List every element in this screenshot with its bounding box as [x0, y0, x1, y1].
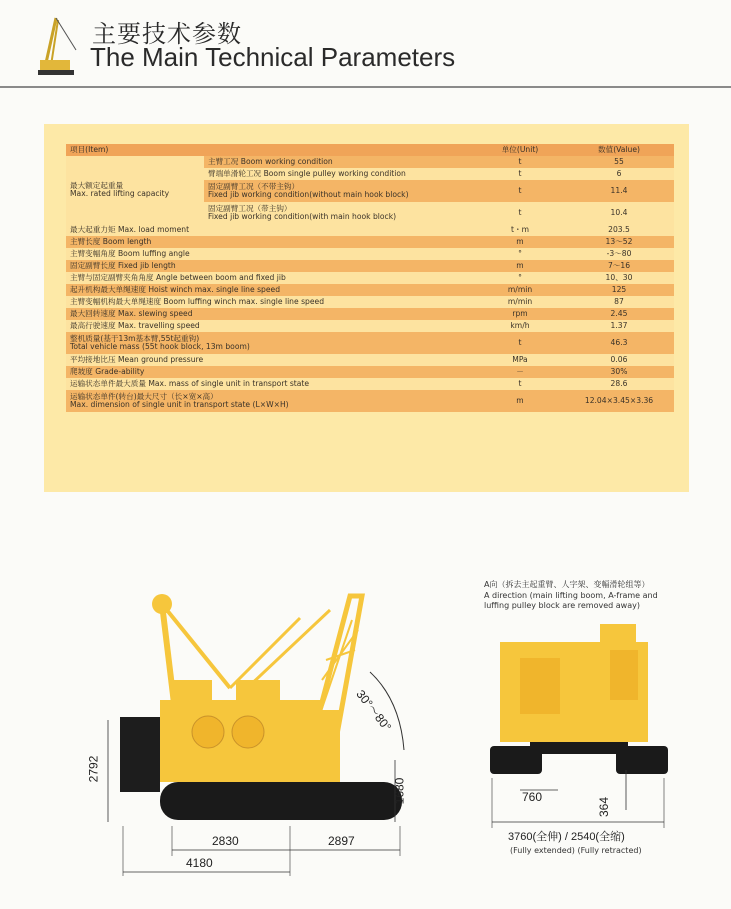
value-cell: 30%: [564, 366, 674, 378]
item-cell: [66, 308, 476, 320]
angle-label: 30°～80°: [353, 687, 395, 734]
item-cn: 最大回转速度 Max. slewing speed: [70, 309, 193, 319]
item-cn: 主臂变幅角度 Boom luffing angle: [70, 249, 190, 259]
table-header-row: [66, 144, 674, 156]
item-cn: 最高行驶速度 Max. travelling speed: [70, 321, 200, 331]
value-cell: 10、30: [564, 272, 674, 284]
unit-cell: MPa: [476, 354, 564, 366]
col-item-header: 项目(Item): [66, 144, 476, 156]
table-row: [66, 260, 674, 272]
side-view-drawing: [0, 560, 731, 909]
dim-1680: 1680: [392, 777, 407, 805]
value-cell: 55: [564, 156, 674, 168]
table-row: [66, 272, 674, 284]
unit-cell: t: [476, 168, 564, 180]
dim-2792: 2792: [86, 755, 101, 783]
item-cn: 主臂变幅机构最大单绳速度 Boom luffing winch max. single line speed: [70, 297, 325, 307]
table-row: [66, 156, 674, 168]
item-cell: [66, 224, 476, 236]
value-cell: 7～16: [564, 260, 674, 272]
crane-logo-icon: [36, 14, 84, 76]
col-value-header: 数值(Value): [564, 144, 674, 156]
dim-2830: 2830: [212, 834, 239, 848]
item-cn: 整机质量(基于13m基本臂,55t起重钩): [70, 334, 200, 344]
crane-drawings: [0, 560, 731, 909]
dim-760: 760: [522, 790, 543, 804]
specs-panel: [44, 124, 689, 492]
item-en: Fixed jib working condition(without main hook block): [208, 190, 409, 199]
dim-364: 364: [597, 796, 612, 818]
unit-cell: m: [476, 260, 564, 272]
table-row: [66, 332, 674, 354]
item-cn: 运输状态单件最大质量 Max. mass of single unit in transport state: [70, 379, 310, 389]
table-row: [66, 390, 674, 412]
value-cell: 6: [564, 168, 674, 180]
unit-cell: t: [476, 332, 564, 354]
table-row: [66, 354, 674, 366]
unit-cell: m: [476, 236, 564, 248]
value-cell: 203.5: [564, 224, 674, 236]
table-row: [66, 236, 674, 248]
dim-2897: 2897: [328, 834, 355, 848]
table-row: [66, 320, 674, 332]
item-cell: [66, 390, 476, 412]
rear-view-note-en1: A direction (main lifting boom, A-frame and: [484, 591, 658, 600]
dim-track-note: (Fully extended) (Fully retracted): [510, 846, 642, 855]
value-cell: 1.37: [564, 320, 674, 332]
group-label-cn: 最大额定起重量: [70, 181, 124, 191]
item-cn: 臂端单滑轮工况 Boom single pulley working condition: [208, 169, 406, 179]
item-cell: [66, 272, 476, 284]
group-label: [66, 156, 204, 224]
value-cell: 0.06: [564, 354, 674, 366]
dim-4180: 4180: [186, 856, 213, 870]
specs-table: [66, 144, 674, 412]
value-cell: 11.4: [564, 180, 674, 202]
value-cell: 87: [564, 296, 674, 308]
item-cn: 固定副臂长度 Fixed jib length: [70, 261, 176, 271]
item-cn: 主臂与固定副臂夹角角度 Angle between boom and fixed jib: [70, 273, 286, 283]
item-cn: 最大起重力矩 Max. load moment: [70, 225, 190, 235]
unit-cell: m/min: [476, 296, 564, 308]
value-cell: 13～52: [564, 236, 674, 248]
item-cell: [204, 180, 476, 202]
item-cn: 固定副臂工况（带主钩）: [208, 204, 292, 214]
unit-cell: km/h: [476, 320, 564, 332]
value-cell: 28.6: [564, 378, 674, 390]
dim-track-width: 3760(全伸) / 2540(全缩): [508, 831, 625, 843]
unit-cell: t: [476, 180, 564, 202]
item-cell: [66, 248, 476, 260]
unit-cell: t: [476, 202, 564, 224]
unit-cell: °: [476, 248, 564, 260]
item-cell: [66, 260, 476, 272]
page-header: [0, 0, 731, 88]
item-cn: 主臂工况 Boom working condition: [208, 157, 333, 167]
page-title-cn: 主要技术参数: [92, 20, 242, 48]
group-label-en: Max. rated lifting capacity: [70, 189, 170, 198]
unit-cell: t: [476, 156, 564, 168]
rear-view-note-en2: luffing pulley block are removed away): [484, 601, 640, 610]
item-cn: 固定副臂工况（不带主钩）: [208, 182, 300, 192]
item-en: Max. dimension of single unit in transport state (L×W×H): [70, 400, 289, 409]
table-row: [66, 248, 674, 260]
item-en: Fixed jib working condition(with main hook block): [208, 212, 397, 221]
table-row: [66, 378, 674, 390]
item-cell: [204, 156, 476, 168]
item-cell: [66, 284, 476, 296]
unit-cell: t・m: [476, 224, 564, 236]
table-row: [66, 308, 674, 320]
item-cell: [204, 202, 476, 224]
unit-cell: m: [476, 390, 564, 412]
table-row: [66, 224, 674, 236]
item-cell: [66, 366, 476, 378]
table-row: [66, 284, 674, 296]
item-cn: 平均接地比压 Mean ground pressure: [70, 355, 204, 365]
value-cell: 46.3: [564, 332, 674, 354]
unit-cell: t: [476, 378, 564, 390]
item-cell: [66, 332, 476, 354]
value-cell: -3～80: [564, 248, 674, 260]
unit-cell: rpm: [476, 308, 564, 320]
item-en: Total vehicle mass (55t hook block, 13m boom): [70, 342, 250, 351]
item-cell: [66, 378, 476, 390]
item-cell: [66, 320, 476, 332]
item-cell: [204, 168, 476, 180]
item-cell: [66, 354, 476, 366]
value-cell: 125: [564, 284, 674, 296]
value-cell: 2.45: [564, 308, 674, 320]
item-cn: 主臂长度 Boom length: [70, 237, 152, 247]
item-cn: 爬坡度 Grade-ability: [70, 367, 145, 377]
table-row: [66, 296, 674, 308]
unit-cell: m/min: [476, 284, 564, 296]
header-divider: [0, 86, 731, 88]
item-cell: [66, 296, 476, 308]
value-cell: 12.04×3.45×3.36: [564, 390, 674, 412]
unit-cell: －: [476, 366, 564, 378]
item-cn: 运输状态单件(转台)最大尺寸（长×宽×高）: [70, 392, 218, 402]
value-cell: 10.4: [564, 202, 674, 224]
item-cell: [66, 236, 476, 248]
table-row: [66, 366, 674, 378]
unit-cell: °: [476, 272, 564, 284]
item-cn: 起升机构最大单绳速度 Hoist winch max. single line speed: [70, 285, 281, 295]
rear-view-note-cn: A向（拆去主起重臂、人字架、变幅滑轮组等）: [484, 580, 650, 589]
page-title-en: The Main Technical Parameters: [90, 42, 456, 72]
col-unit-header: 单位(Unit): [476, 144, 564, 156]
